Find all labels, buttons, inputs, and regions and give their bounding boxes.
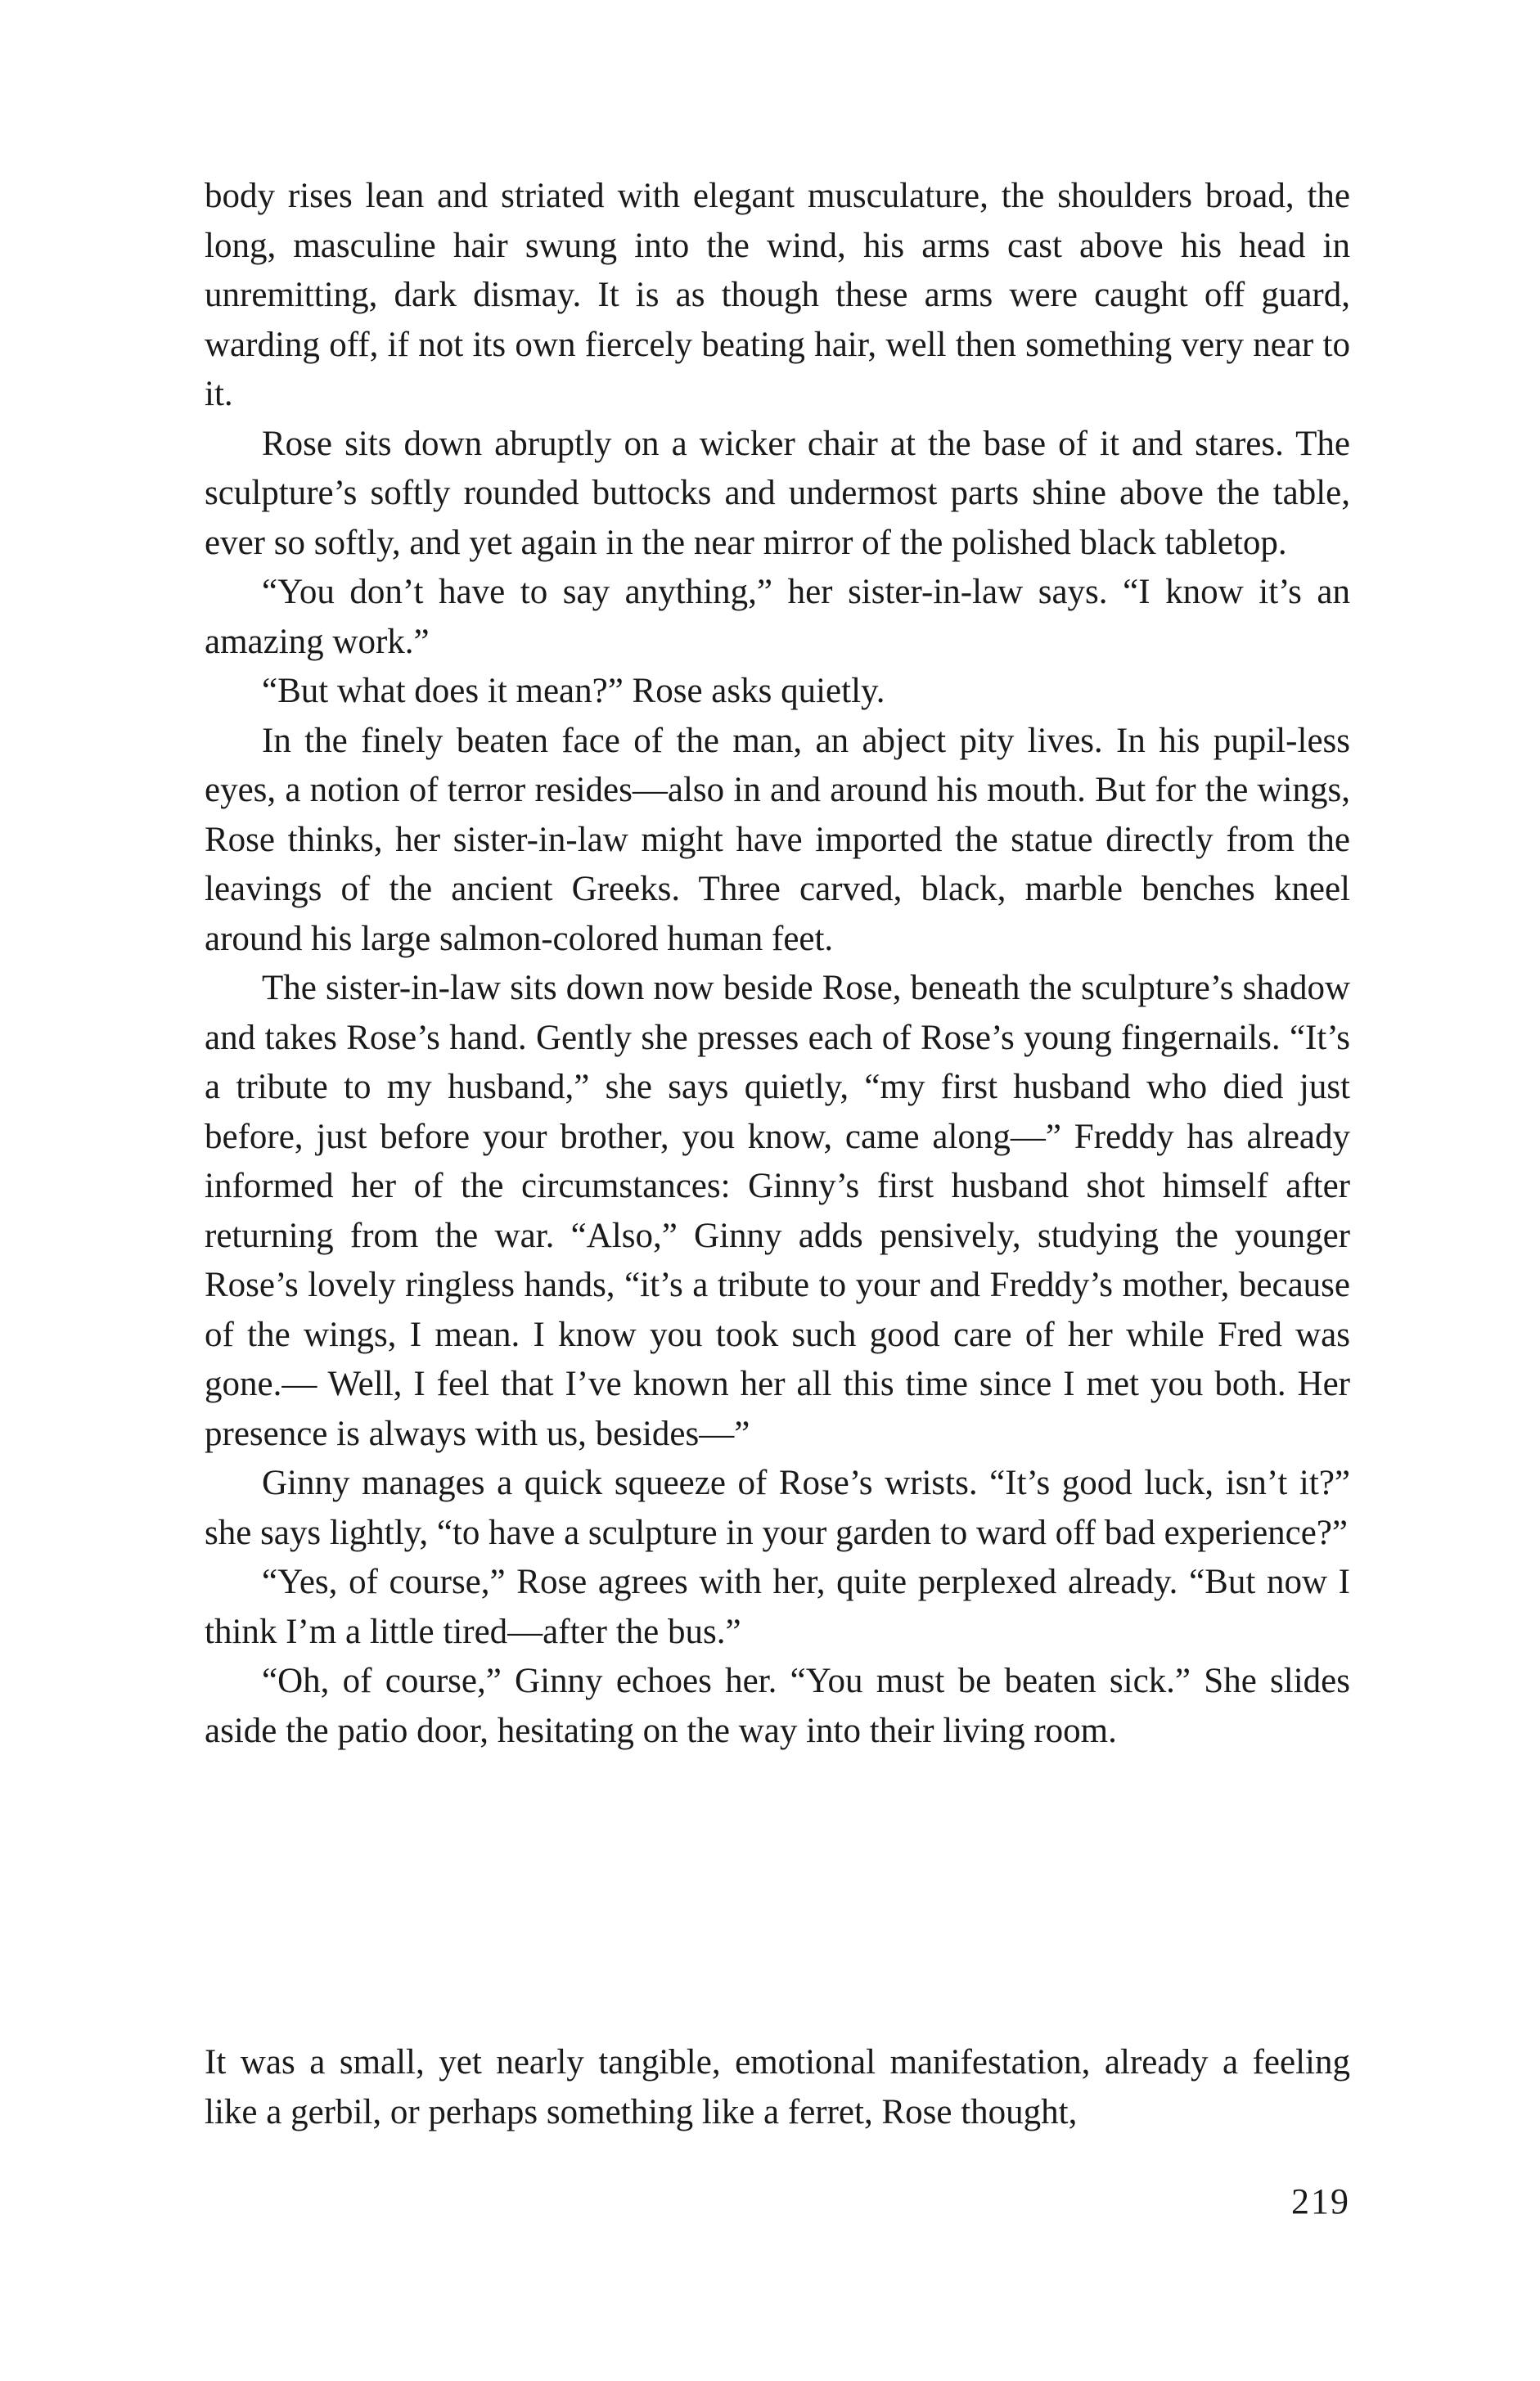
page-number: 219: [1291, 2181, 1350, 2221]
main-text-block: [205, 172, 1350, 1756]
paragraph-3: “You don’t have to say anything,” her sister-in-law says. “I know it’s an amazing work.”: [205, 573, 1350, 661]
paragraph-6: The sister-in-law sits down now beside Rose, beneath the sculpture’s shadow and takes Rose’s hand. Gently she presses each of Rose’s young fingernails. “It’s a tribute to my husband,” she says quietly, “my first husband who died just before, just before your brother, you know, came along—” Freddy has already informed her of the circumstances: Ginny’s first husband shot himself after returning from the war. “Also,” Ginny adds pensively, studying the younger Rose’s lovely ringless hands, “it’s a tribute to your and Freddy’s mother, because of the wings, I mean. I know you took such good care of her while Fred was gone.— Well, I feel that I’ve known her all this time since I met you both. Her presence is always with us, besides—”: [205, 969, 1350, 1453]
section-break-paragraph: It was a small, yet nearly tangible, emotional manifestation, already a feeling like a gerbil, or perhaps something like a ferret, Rose thought,: [205, 2043, 1350, 2131]
paragraph-7: Ginny manages a quick squeeze of Rose’s wrists. “It’s good luck, isn’t it?” she says lightly, “to have a sculpture in your garden to ward off bad experience?”: [205, 1464, 1350, 1552]
paragraph-4: “But what does it mean?” Rose asks quietly.: [262, 672, 885, 710]
paragraph-1: body rises lean and striated with elegant musculature, the shoulders broad, the long, masculine hair swung into the wind, his arms cast above his head in unremitting, dark dismay. It is as though these arms were caught off guard, warding off, if not its own fiercely beating hair, well then something very near to it.: [205, 177, 1350, 413]
paragraph-8: “Yes, of course,” Rose agrees with her, quite perplexed already. “But now I think I’m a little tired—after the bus.”: [205, 1563, 1350, 1651]
paragraph-5: In the finely beaten face of the man, an abject pity lives. In his pupil-less eyes, a notion of terror resides—also in and around his mouth. But for the wings, Rose thinks, her sister-in-law might have imported the statue directly from the leavings of the ancient Greeks. Three carved, black, marble benches kneel around his large salmon-colored human feet.: [205, 721, 1350, 958]
paragraph-9: “Oh, of course,” Ginny echoes her. “You must be beaten sick.” She slides aside the patio door, hesitating on the way into their living room.: [205, 1662, 1350, 1750]
paragraph-2: Rose sits down abruptly on a wicker chair at the base of it and stares. The sculpture’s softly rounded buttocks and undermost parts shine above the table, ever so softly, and yet again in the near mirror of the polished black tabletop.: [205, 424, 1350, 562]
section-break-text: [205, 2038, 1350, 2137]
